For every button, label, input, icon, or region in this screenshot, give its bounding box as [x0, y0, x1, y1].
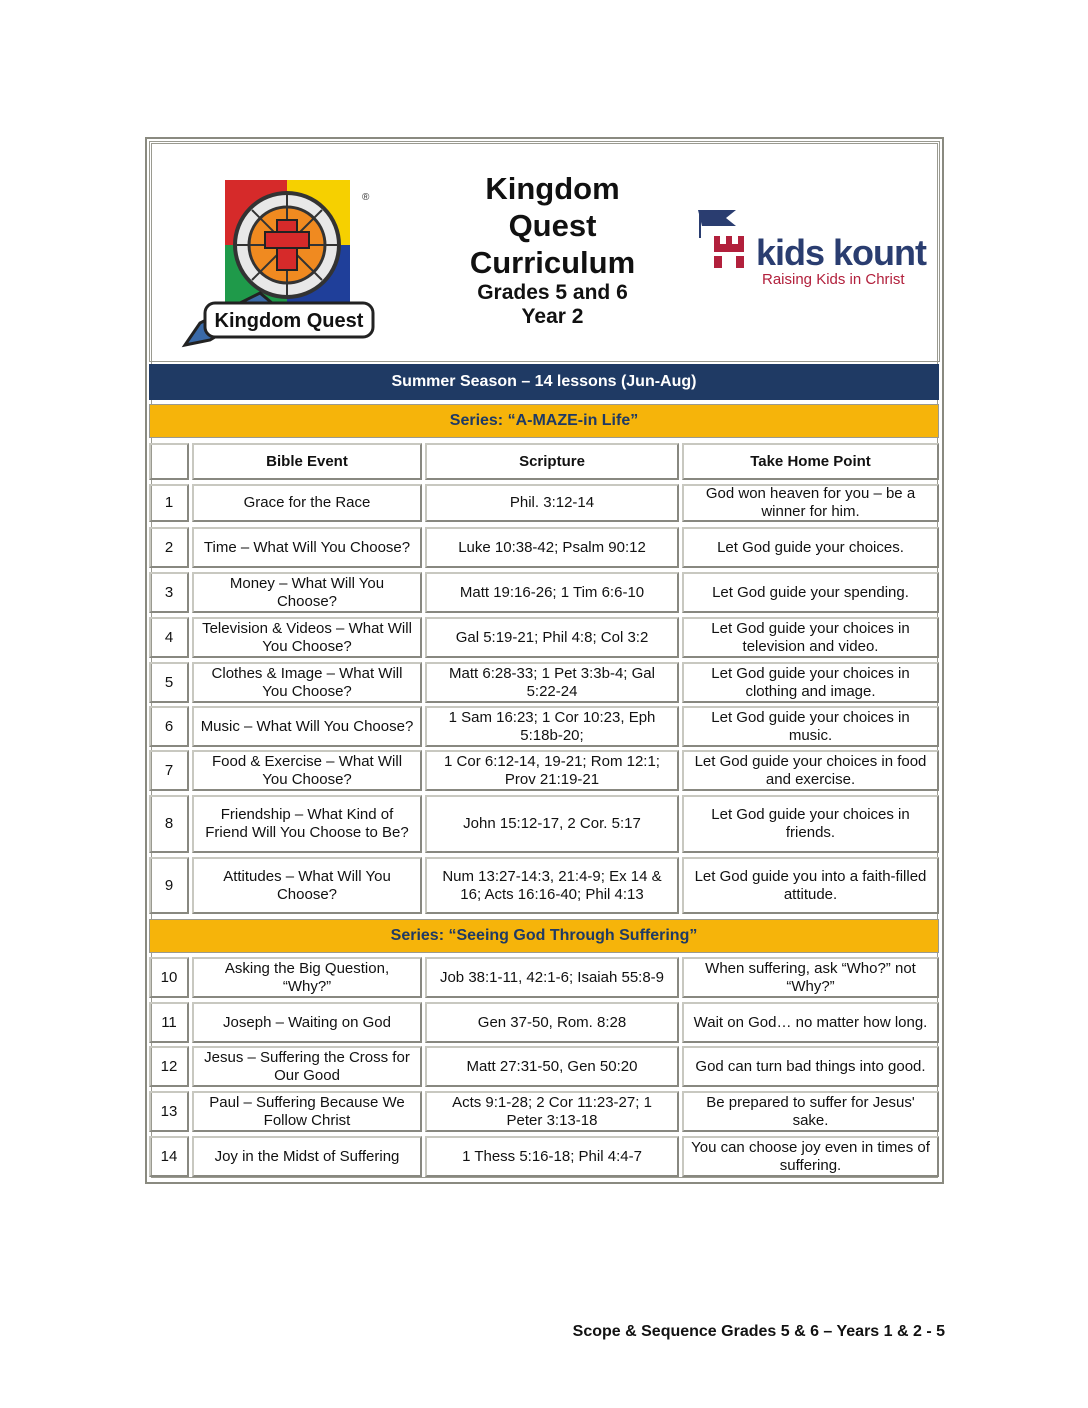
table-row [149, 527, 940, 568]
take-home-point-cell: God won heaven for you – be a winner for him. [682, 484, 939, 522]
header-scripture: Scripture [425, 443, 679, 480]
bible-event-cell: Food & Exercise – What Will You Choose? [192, 750, 422, 791]
scripture-cell: Num 13:27-14:3, 21:4-9; Ex 14 & 16; Acts 16:16-40; Phil 4:13 [425, 857, 679, 914]
bible-event-cell: Time – What Will You Choose? [192, 527, 422, 568]
table-row [149, 795, 940, 853]
scripture-cell: 1 Cor 6:12-14, 19-21; Rom 12:1; Prov 21:19-21 [425, 750, 679, 791]
table-row [149, 706, 940, 747]
scripture-cell: 1 Sam 16:23; 1 Cor 10:23, Eph 5:18b-20; [425, 706, 679, 747]
take-home-point-cell: You can choose joy even in times of suffering. [682, 1136, 939, 1177]
table-row [149, 1091, 940, 1132]
take-home-point-cell: Let God guide you into a faith-filled attitude. [682, 857, 939, 914]
scripture-cell: 1 Thess 5:16-18; Phil 4:4-7 [425, 1136, 679, 1177]
lesson-number-cell: 4 [149, 617, 189, 658]
take-home-point-cell: Let God guide your choices in clothing and image. [682, 662, 939, 703]
scripture-cell: Gal 5:19-21; Phil 4:8; Col 3:2 [425, 617, 679, 658]
lesson-number-cell: 7 [149, 750, 189, 791]
lesson-number-cell: 10 [149, 957, 189, 998]
header-take-home-point: Take Home Point [682, 443, 939, 480]
bible-event-cell: Television & Videos – What Will You Choose? [192, 617, 422, 658]
season-banner: Summer Season – 14 lessons (Jun-Aug) [149, 364, 939, 400]
take-home-point-cell: Let God guide your choices in television and video. [682, 617, 939, 658]
document-title [445, 170, 660, 329]
svg-text:®: ® [362, 192, 370, 203]
scripture-cell: Matt 27:31-50, Gen 50:20 [425, 1046, 679, 1087]
title-line-1: Kingdom [485, 171, 620, 206]
bible-event-cell: Music – What Will You Choose? [192, 706, 422, 747]
bible-event-cell: Money – What Will You Choose? [192, 572, 422, 613]
scripture-cell: Gen 37-50, Rom. 8:28 [425, 1002, 679, 1043]
lesson-number-cell: 13 [149, 1091, 189, 1132]
series-title-2: Series: “Seeing God Through Suffering” [149, 919, 939, 953]
series-title-1: Series: “A-MAZE-in Life” [149, 404, 939, 438]
scripture-cell: Matt 6:28-33; 1 Pet 3:3b-4; Gal 5:22-24 [425, 662, 679, 703]
lesson-number-cell: 12 [149, 1046, 189, 1087]
bible-event-cell: Attitudes – What Will You Choose? [192, 857, 422, 914]
take-home-point-cell: Be prepared to suffer for Jesus' sake. [682, 1091, 939, 1132]
lesson-number-cell: 6 [149, 706, 189, 747]
bible-event-cell: Jesus – Suffering the Cross for Our Good [192, 1046, 422, 1087]
table-row [149, 484, 940, 522]
bible-event-cell: Grace for the Race [192, 484, 422, 522]
take-home-point-cell: When suffering, ask “Who?” not “Why?” [682, 957, 939, 998]
bible-event-cell: Joseph – Waiting on God [192, 1002, 422, 1043]
take-home-point-cell: God can turn bad things into good. [682, 1046, 939, 1087]
lesson-number-cell: 1 [149, 484, 189, 522]
subtitle-grades: Grades 5 and 6 [477, 281, 628, 304]
table-row [149, 957, 940, 998]
take-home-point-cell: Let God guide your choices in food and exercise. [682, 750, 939, 791]
header-num-cell [149, 443, 189, 480]
svg-text:Kingdom Quest: Kingdom Quest [214, 310, 364, 332]
title-line-2: Quest [508, 208, 597, 243]
bible-event-cell: Joy in the Midst of Suffering [192, 1136, 422, 1177]
scripture-cell: Luke 10:38-42; Psalm 90:12 [425, 527, 679, 568]
subtitle-year: Year 2 [521, 305, 584, 328]
take-home-point-cell: Let God guide your choices in music. [682, 706, 939, 747]
lesson-number-cell: 2 [149, 527, 189, 568]
table-row [149, 617, 940, 658]
page-footer: Scope & Sequence Grades 5 & 6 – Years 1 & 2 - 5 [572, 1323, 945, 1340]
take-home-point-cell: Let God guide your choices. [682, 527, 939, 568]
take-home-point-cell: Wait on God… no matter how long. [682, 1002, 939, 1043]
table-row [149, 1002, 940, 1043]
bible-event-cell: Clothes & Image – What Will You Choose? [192, 662, 422, 703]
table-row [149, 662, 940, 703]
kids-kount-tagline: Raising Kids in Christ [762, 271, 905, 288]
lesson-number-cell: 9 [149, 857, 189, 914]
scripture-cell: Phil. 3:12-14 [425, 484, 679, 522]
lesson-number-cell: 5 [149, 662, 189, 703]
table-row [149, 857, 940, 914]
bible-event-cell: Asking the Big Question, “Why?” [192, 957, 422, 998]
scripture-cell: Matt 19:16-26; 1 Tim 6:6-10 [425, 572, 679, 613]
table-row [149, 1136, 940, 1177]
lesson-number-cell: 11 [149, 1002, 189, 1043]
scripture-cell: John 15:12-17, 2 Cor. 5:17 [425, 795, 679, 853]
bible-event-cell: Paul – Suffering Because We Follow Christ [192, 1091, 422, 1132]
table-row [149, 1046, 940, 1087]
lesson-number-cell: 3 [149, 572, 189, 613]
scripture-cell: Job 38:1-11, 42:1-6; Isaiah 55:8-9 [425, 957, 679, 998]
title-line-3: Curriculum [469, 245, 636, 280]
table-row [149, 572, 940, 613]
bible-event-cell: Friendship – What Kind of Friend Will You Choose to Be? [192, 795, 422, 853]
table-header-row [149, 443, 940, 480]
lesson-number-cell: 14 [149, 1136, 189, 1177]
header-bible-event: Bible Event [192, 443, 422, 480]
take-home-point-cell: Let God guide your spending. [682, 572, 939, 613]
table-row [149, 750, 940, 791]
lesson-number-cell: 8 [149, 795, 189, 853]
take-home-point-cell: Let God guide your choices in friends. [682, 795, 939, 853]
scripture-cell: Acts 9:1-28; 2 Cor 11:23-27; 1 Peter 3:13-18 [425, 1091, 679, 1132]
kids-kount-name: kids kount [756, 232, 927, 273]
kingdom-quest-logo [180, 175, 380, 350]
